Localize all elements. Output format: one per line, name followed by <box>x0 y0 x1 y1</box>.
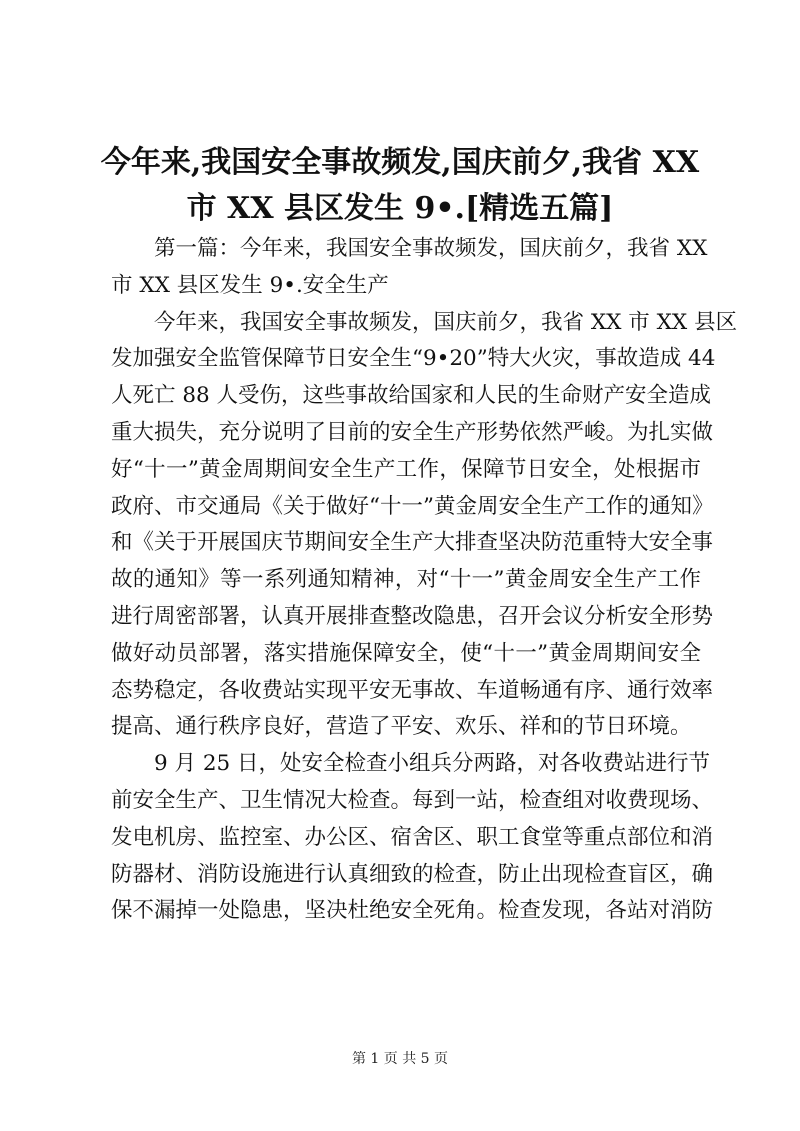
paragraph-line: 好“十一”黄金周期间安全生产工作，保障节日安全，处根据市 <box>111 456 701 482</box>
title-line: 市 XX 县区发生 9•.[精选五篇] <box>186 191 614 226</box>
section-heading-line: 市 XX 县区发生 9•.安全生产 <box>111 272 389 298</box>
paragraph-line: 防器材、消防设施进行认真细致的检查，防止出现检查盲区，确 <box>111 861 714 887</box>
paragraph-line: 今年来，我国安全事故频发，国庆前夕，我省 XX 市 XX 县区 <box>154 309 738 335</box>
title-line: 今年来,我国安全事故频发,国庆前夕,我省 XX <box>100 145 700 180</box>
document-body <box>111 231 738 930</box>
paragraph-line: 发电机房、监控室、办公区、宿舍区、职工食堂等重点部位和消 <box>111 824 714 850</box>
paragraph-line: 做好动员部署，落实措施保障安全，使“十一”黄金周期间安全 <box>111 640 701 666</box>
paragraph-line: 故的通知》等一系列通知精神，对“十一”黄金周安全生产工作 <box>111 567 701 593</box>
section-heading-line: 第一篇：今年来，我国安全事故频发，国庆前夕，我省 XX <box>154 236 708 261</box>
paragraph-line: 9 月 25 日，处安全检查小组兵分两路，对各收费站进行节 <box>154 751 711 777</box>
paragraph-line: 和《关于开展国庆节期间安全生产大排查坚决防范重特大安全事 <box>111 530 714 556</box>
paragraph-line: 发加强安全监管保障节日安全生“9•20”特大火灾，事故造成 44 <box>111 346 716 372</box>
page-footer: 第 1 页 共 5 页 <box>351 1051 449 1067</box>
document-title <box>100 140 700 232</box>
paragraph-line: 保不漏掉一处隐患，坚决杜绝安全死角。检查发现，各站对消防 <box>111 898 714 924</box>
paragraph-line: 提高、通行秩序良好，营造了平安、欢乐、祥和的节日环境。 <box>111 714 692 740</box>
paragraph-line: 进行周密部署，认真开展排查整改隐患，召开会议分析安全形势 <box>111 603 714 629</box>
paragraph-line: 政府、市交通局《关于做好“十一”黄金周安全生产工作的通知》 <box>111 493 714 519</box>
paragraph-line: 前安全生产、卫生情况大检查。每到一站，检查组对收费现场、 <box>111 787 714 813</box>
paragraph-line: 态势稳定，各收费站实现平安无事故、车道畅通有序、通行效率 <box>111 677 714 703</box>
paragraph-line: 人死亡 88 人受伤，这些事故给国家和人民的生命财产安全造成 <box>111 383 712 409</box>
paragraph-line: 重大损失，充分说明了目前的安全生产形势依然严峻。为扎实做 <box>111 419 714 445</box>
